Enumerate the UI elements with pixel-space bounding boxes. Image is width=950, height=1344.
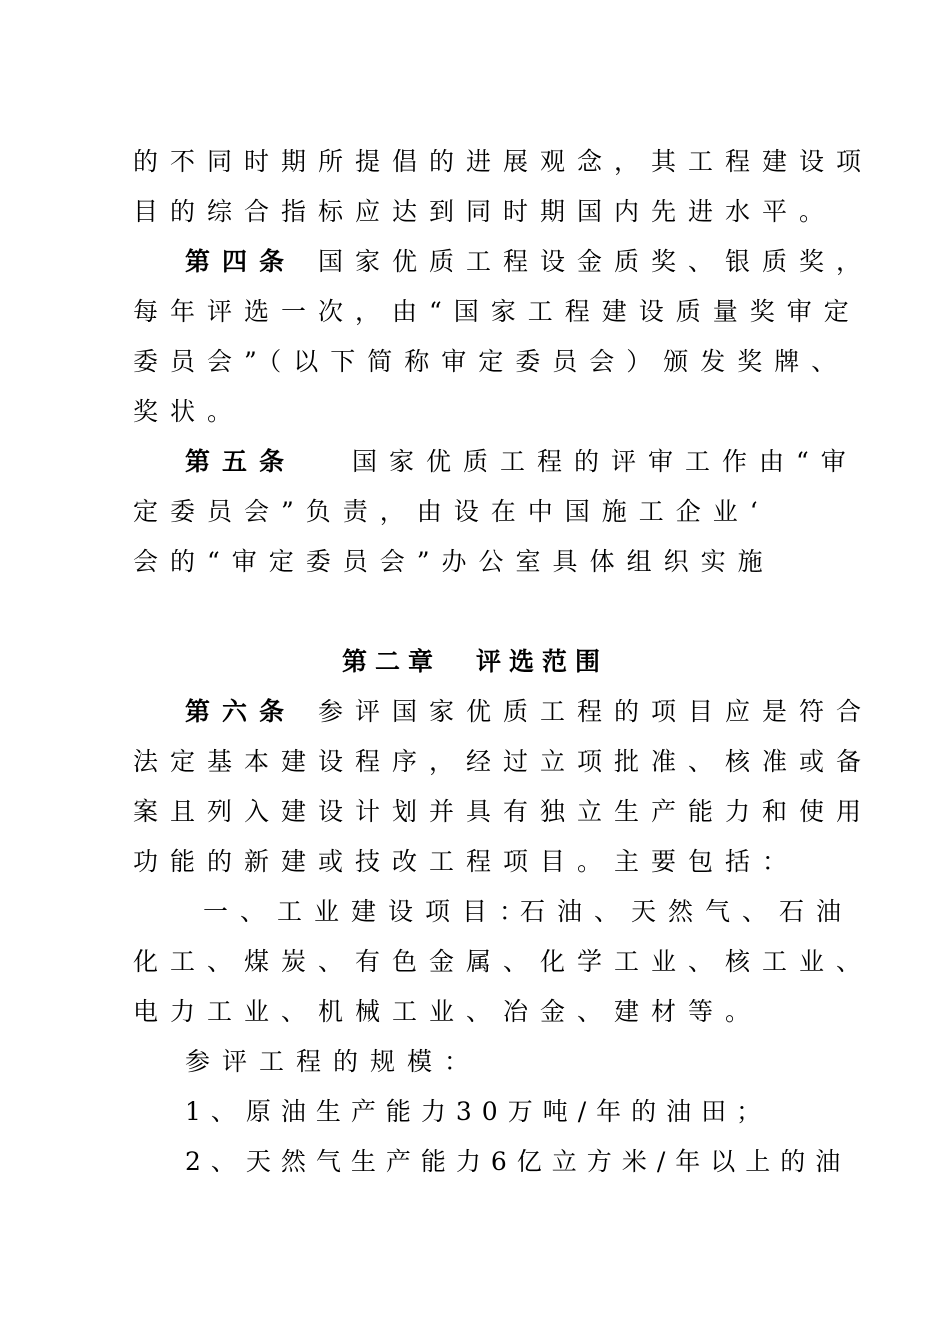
text-line: 目的综合指标应达到同时期国内先进水平。 [133,197,837,226]
paragraph-line [0,992,950,1032]
text-line: 1、原油生产能力30万吨/年的油田； [185,1097,772,1126]
paragraph-line [0,1042,950,1082]
list-item [0,1142,950,1182]
text-line: 会的“审定委员会”办公室具体组织实施 [133,547,775,576]
list-heading-line [0,892,950,932]
article-5-line [0,442,950,482]
text-line: 参评国家优质工程的项目应是符合 [318,697,874,726]
text-line: 法定基本建设程序，经过立项批准、核准或备 [133,747,874,776]
paragraph-line [0,842,950,882]
article-5-label: 第五条 [185,447,297,476]
text-line: 案且列入建设计划并具有独立生产能力和使用 [133,797,874,826]
text-line: 2、天然气生产能力6亿立方米/年以上的油 [185,1147,851,1176]
chapter-title: 第二章 [342,647,442,676]
paragraph-line [0,742,950,782]
text-line: 电力工业、机械工业、冶金、建材等。 [133,997,763,1026]
paragraph-line [0,292,950,332]
paragraph-line [0,792,950,832]
paragraph-line [0,942,950,982]
article-6-label: 第六条 [185,697,297,726]
chapter-subtitle: 评选范围 [476,647,609,676]
text-line: 定委员会”负责，由设在中国施工企业‘ [133,497,770,526]
paragraph-line [0,342,950,382]
paragraph-line [0,142,950,182]
chapter-heading [0,642,950,682]
paragraph-line [0,192,950,232]
article-4-label: 第四条 [185,247,297,276]
text-line: 奖状。 [133,397,245,426]
list-item [0,1092,950,1132]
text-line: 国家优质工程的评审工作由“审 [352,447,858,476]
text-line: 国家优质工程设金质奖、银质奖， [318,247,874,276]
article-4-line [0,242,950,282]
text-line: 的不同时期所提倡的进展观念，其工程建设项 [133,147,874,176]
paragraph-line [0,542,950,582]
text-line: 每年评选一次，由“国家工程建设质量奖审定 [133,297,861,326]
text-line: 一、工业建设项目： [203,897,537,926]
paragraph-line [0,492,950,532]
text-line: 参评工程的规模： [185,1047,482,1076]
paragraph-line [0,392,950,432]
article-6-line [0,692,950,732]
text-line: 功能的新建或技改工程项目。主要包括： [133,847,800,876]
text-line: 化工、煤炭、有色金属、化学工业、核工业、 [133,947,874,976]
text-line: 委员会”（以下简称审定委员会）颁发奖牌、 [133,347,849,376]
text-line: 石油、天然气、石油 [520,897,854,926]
